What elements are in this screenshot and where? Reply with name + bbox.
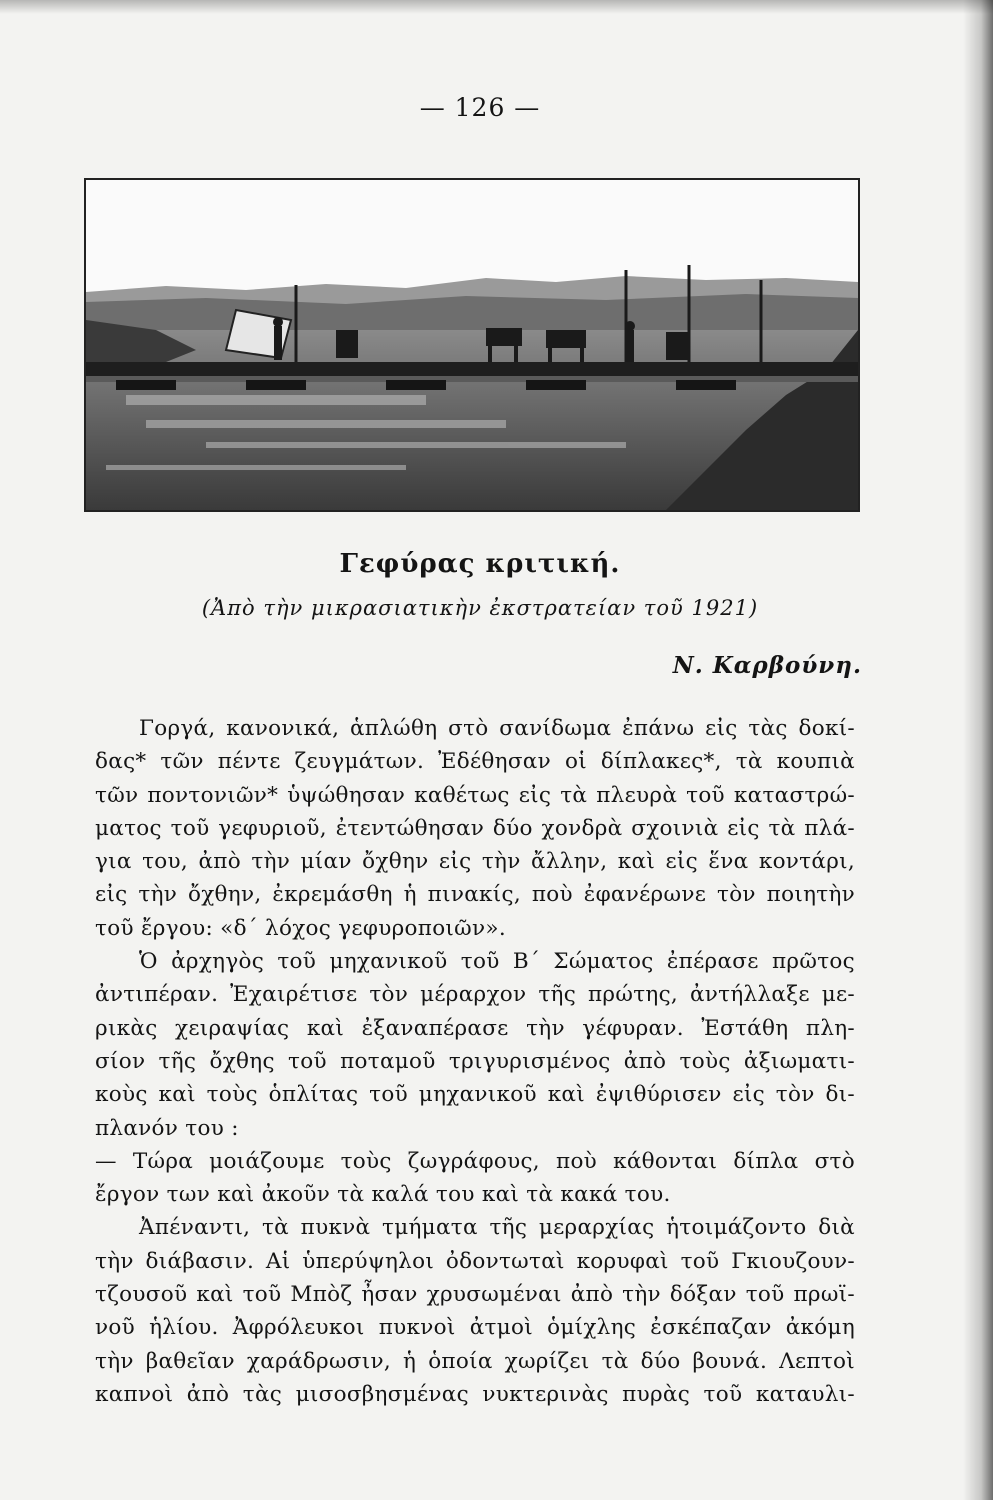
text-line: ματος τοῦ γεφυριοῦ, ἐτεντώθησαν δύο χονδρὰ σχοινιὰ εἰς τὰ πλά-	[95, 815, 855, 841]
text-line: ἀντιπέραν. Ἐχαιρέτισε τὸν μέραρχον τῆς πρώτης, ἀντήλλαξε με-	[95, 982, 855, 1008]
text-line: δας* τῶν πέντε ζευγμάτων. Ἐδέθησαν οἱ δίπλακες*, τὰ κουπιὰ	[95, 749, 855, 775]
river-pontoon-bridge-photo-icon	[86, 180, 858, 510]
article-title: Γεφύρας κριτική.	[339, 549, 621, 579]
text-line: νοῦ ἡλίου. Ἀφρόλευκοι πυκνοὶ ἀτμοὶ ὁμίχλης ἐσκέπαζαν ἀκόμη	[95, 1315, 855, 1341]
text-line: κοὺς καὶ τοὺς ὁπλίτας τοῦ μηχανικοῦ καὶ ἐψιθύρισεν εἰς τὸν δι-	[95, 1082, 855, 1108]
page-edge-shadow-right	[963, 0, 993, 1500]
text-line: Ἀπέναντι, τὰ πυκνὰ τμήματα τῆς μεραρχίας ἡτοιμάζοντο διὰ	[139, 1215, 855, 1241]
text-line: καπνοὶ ἀπὸ τὰς μισοσβησμένας νυκτερινὰς πυρὰς τοῦ καταυλι-	[95, 1381, 855, 1407]
text-line: Γοργά, κανονικά, ἁπλώθη στὸ σανίδωμα ἐπάνω εἰς τὰς δοκί-	[139, 716, 855, 741]
text-line: τοῦ ἔργου: «δ΄ λόχος γεφυροποιῶν».	[95, 915, 506, 941]
article-subtitle: (Ἀπὸ τὴν μικρασιατικὴν ἐκστρατείαν τοῦ 1921)	[201, 596, 759, 620]
article-author: Ν. Καρβούνη.	[672, 652, 862, 679]
text-line: τὴν βαθεῖαν χαράδρωσιν, ἡ ὁποία χωρίζει τὰ δύο βουνά. Λεπτοὶ	[95, 1348, 855, 1374]
text-line: για του, ἀπὸ τὴν μίαν ὄχθην εἰς τὴν ἄλλην, καὶ εἰς ἕνα κοντάρι,	[95, 849, 855, 875]
text-line: — Τώρα μοιάζουμε τοὺς ζωγράφους, ποὺ κάθονται δίπλα στὸ	[95, 1148, 855, 1174]
text-line: σίον τῆς ὄχθης τοῦ ποταμοῦ τριγυρισμένος ἀπὸ τοὺς ἀξιωματι-	[95, 1048, 855, 1074]
page-edge-shadow-top	[0, 0, 993, 14]
text-line: ρικὰς χειραψίας καὶ ἐξαναπέρασε τὴν γέφυραν. Ἐστάθη πλη-	[95, 1015, 855, 1041]
body-text	[95, 712, 855, 1411]
text-line: τὴν διάβασιν. Αἱ ὑπερύψηλοι ὀδοντωταὶ κορυφαὶ τοῦ Γκιουζουν-	[95, 1248, 855, 1274]
text-line: ἔργον των καὶ ἀκοῦν τὰ καλά του καὶ τὰ κακά του.	[95, 1182, 671, 1208]
text-line: τζουσοῦ καὶ τοῦ Μπὸζ ἦσαν χρυσωμέναι ἀπὸ τὴν δόξαν τοῦ πρωϊ-	[95, 1282, 855, 1308]
text-line: εἰς τὴν ὄχθην, ἐκρεμάσθη ἡ πινακίς, ποὺ ἐφανέρωνε τὸν ποιητὴν	[95, 882, 855, 908]
photograph-pontoon-bridge	[84, 178, 860, 512]
page-number: — 126 —	[419, 93, 541, 122]
text-line: Ὁ ἀρχηγὸς τοῦ μηχανικοῦ τοῦ Β΄ Σώματος ἐπέρασε πρῶτος	[139, 949, 855, 975]
text-line: πλανόν του :	[95, 1115, 239, 1141]
text-line: τῶν ποντονιῶν* ὑψώθησαν καθέτως εἰς τὰ πλευρὰ τοῦ καταστρώ-	[95, 782, 855, 808]
